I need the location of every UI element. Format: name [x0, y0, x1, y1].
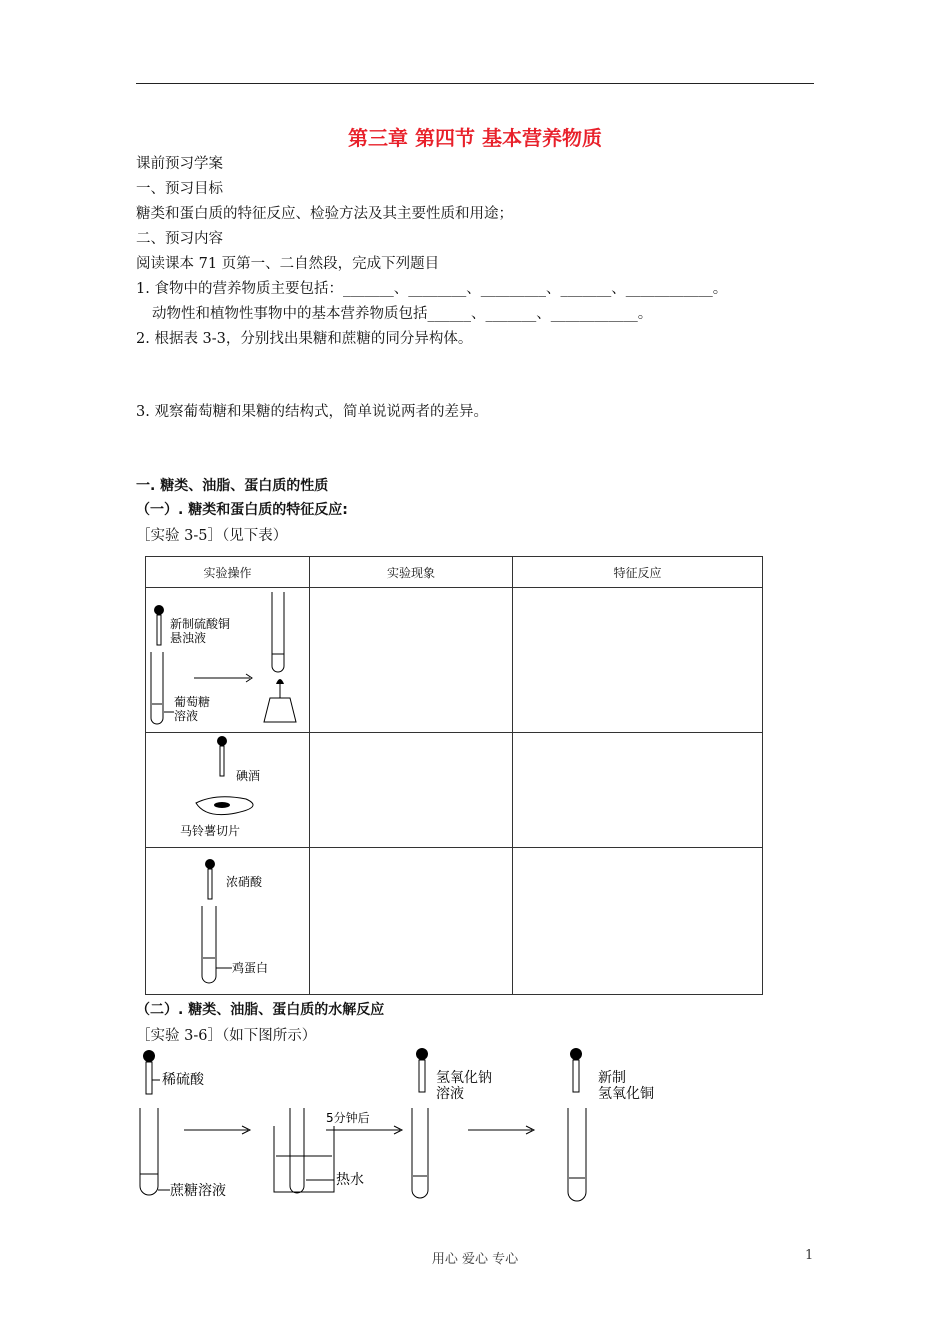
table-cell-phenomenon: [310, 588, 513, 733]
page-title: 第三章 第四节 基本营养物质: [348, 126, 602, 150]
text-line: 一、预习目标: [136, 181, 223, 197]
svg-text:碘酒: 碘酒: [236, 769, 261, 783]
subsection-heading: （一）. 糖类和蛋白质的特征反应:: [136, 502, 348, 518]
starch-test-diagram: [146, 733, 310, 843]
subsection-heading: （二）. 糖类、油脂、蛋白质的水解反应: [136, 1002, 385, 1018]
question-1: 1. 食物中的营养物质主要包括：_______、________、_________、_______、____________。: [136, 281, 728, 297]
table-cell-reaction: [513, 588, 763, 733]
table-cell-operation: [146, 588, 310, 733]
svg-text:稀硫酸: 稀硫酸: [162, 1072, 204, 1088]
table-header: 实验现象: [310, 557, 513, 588]
hydrolysis-diagram: [130, 1044, 690, 1204]
page-footer: 用心 爱心 专心: [431, 1252, 519, 1267]
experiment-table: [145, 556, 763, 995]
svg-text:蔗糖溶液: 蔗糖溶液: [170, 1183, 226, 1199]
question-3: 3. 观察葡萄糖和果糖的结构式，简单说说两者的差异。: [136, 404, 488, 420]
experiment-label: ［实验 3-5］（见下表）: [136, 528, 288, 544]
table-header: 特征反应: [513, 557, 763, 588]
svg-text:葡萄糖: 葡萄糖: [174, 695, 211, 709]
svg-text:溶液: 溶液: [174, 709, 199, 723]
table-cell-reaction: [513, 848, 763, 995]
svg-text:氢氧化铜: 氢氧化铜: [598, 1086, 654, 1102]
table-cell-phenomenon: [310, 733, 513, 848]
question-1b: 动物性和植物性事物中的基本营养物质包括______、_______、____________。: [152, 306, 653, 322]
section-heading: 一. 糖类、油脂、蛋白质的性质: [136, 478, 329, 494]
svg-text:悬浊液: 悬浊液: [170, 631, 207, 645]
text-line: 课前预习学案: [136, 156, 223, 172]
protein-test-diagram: [146, 848, 310, 990]
text-line: 阅读课本 71 页第一、二自然段，完成下列题目: [136, 256, 440, 272]
svg-text:5分钟后: 5分钟后: [326, 1111, 370, 1125]
glucose-test-diagram: [146, 588, 310, 728]
table-cell-operation: [146, 848, 310, 995]
svg-text:马铃薯切片: 马铃薯切片: [180, 824, 241, 838]
table-cell-phenomenon: [310, 848, 513, 995]
table-cell-operation: [146, 733, 310, 848]
experiment-label: ［实验 3-6］（如下图所示）: [136, 1028, 317, 1044]
svg-text:热水: 热水: [336, 1172, 364, 1188]
svg-text:氢氧化钠: 氢氧化钠: [436, 1070, 492, 1086]
svg-text:新制: 新制: [598, 1070, 626, 1086]
svg-text:鸡蛋白: 鸡蛋白: [232, 961, 269, 975]
question-2: 2. 根据表 3-3，分别找出果糖和蔗糖的同分异构体。: [136, 331, 473, 347]
table-cell-reaction: [513, 733, 763, 848]
header-rule: [136, 83, 814, 84]
svg-text:新制硫酸铜: 新制硫酸铜: [170, 617, 231, 631]
svg-text:溶液: 溶液: [436, 1086, 464, 1102]
text-line: 二、预习内容: [136, 231, 223, 247]
text-line: 糖类和蛋白质的特征反应、检验方法及其主要性质和用途；: [136, 206, 513, 222]
page-number: 1: [805, 1248, 814, 1263]
table-header: 实验操作: [146, 557, 310, 588]
svg-text:浓硝酸: 浓硝酸: [226, 875, 263, 889]
